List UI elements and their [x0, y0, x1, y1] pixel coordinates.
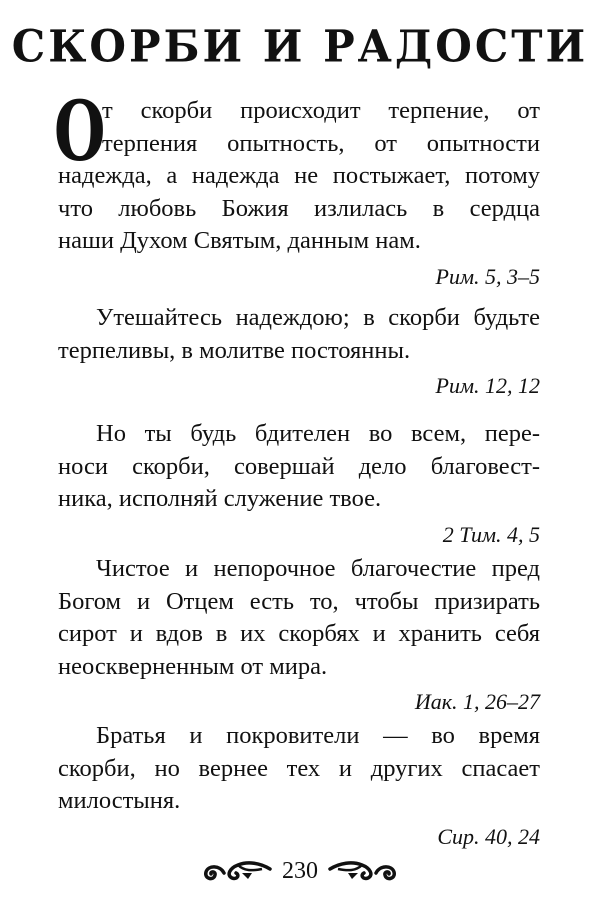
passage-line: скорби, но вернее тех и других спасает — [58, 754, 540, 782]
scripture-reference: Сир. 40, 24 — [437, 823, 540, 849]
passage-line: Но ты будь бдителен во всем, пере- — [96, 420, 540, 447]
passage-sirach-40 — [58, 720, 540, 852]
passage-2-timothy-4 — [58, 418, 540, 550]
passage-line: Утешайтесь надеждою; в скорби будьте — [96, 304, 540, 331]
passage-line: Братья и покровители — во время — [96, 722, 540, 749]
passage-line: надежда, а надежда не постыжает, потому — [58, 162, 540, 189]
passage-romans-12 — [58, 302, 540, 401]
drop-cap-letter: О — [54, 84, 106, 180]
page-number: 230 — [282, 858, 318, 884]
scroll-ornament-right-icon — [328, 859, 398, 885]
scripture-reference: 2 Тим. 4, 5 — [442, 521, 540, 547]
passage-line: Богом и Отцем есть то, чтобы призирать — [58, 587, 540, 615]
passage-line: терпения опытность, от опытности — [102, 129, 540, 157]
passage-line: сирот и вдов в их скорбях и хранить себя — [58, 620, 540, 647]
passage-line: Чистое и непорочное благочестие пред — [96, 555, 540, 582]
passage-line: ника, исполняй служение твое. — [58, 485, 382, 512]
passage-line: неоскверненным от мира. — [58, 652, 328, 680]
passage-romans-5 — [54, 84, 540, 292]
passage-james-1 — [58, 553, 540, 717]
scroll-ornament-left-icon — [202, 859, 272, 885]
page-title: СКОРБИ И РАДОСТИ — [11, 20, 589, 73]
scripture-reference: Рим. 12, 12 — [435, 373, 540, 398]
passage-line: что любовь Божия излилась в сердца — [58, 194, 540, 222]
passage-line: терпеливы, в молитве постоянны. — [58, 336, 411, 364]
passage-line: наши Духом Святым, данным нам. — [58, 227, 421, 254]
scripture-reference: Иак. 1, 26–27 — [414, 689, 540, 714]
passage-line: носи скорби, совершай дело благовест- — [58, 452, 540, 480]
passage-line: милостыня. — [58, 787, 181, 814]
scripture-reference: Рим. 5, 3–5 — [435, 263, 540, 289]
page-footer — [0, 858, 600, 885]
passage-line: т скорби происходит терпение, от — [102, 97, 540, 124]
